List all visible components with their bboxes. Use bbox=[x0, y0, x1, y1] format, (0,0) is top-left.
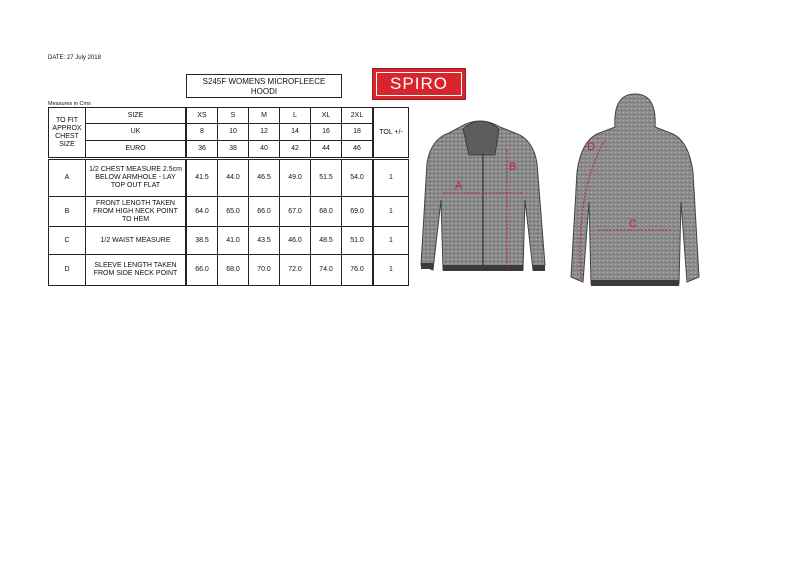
uk-cell: 18 bbox=[342, 124, 374, 141]
tolerance-cell: 1 bbox=[373, 255, 409, 286]
euro-header: EURO bbox=[86, 141, 187, 159]
measure-cell: 72.0 bbox=[280, 255, 311, 286]
measure-cell: 68.0 bbox=[311, 197, 342, 227]
measure-cell: 66.0 bbox=[186, 255, 218, 286]
product-title-line-2: HOODI bbox=[250, 87, 278, 96]
table-row bbox=[49, 227, 409, 255]
euro-cell: 44 bbox=[311, 141, 342, 159]
size-spec-table bbox=[48, 107, 409, 286]
product-title-line-1: S245F WOMENS MICROFLEECE bbox=[202, 77, 326, 86]
table-row bbox=[49, 159, 409, 197]
uk-cell: 8 bbox=[186, 124, 218, 141]
measures-note: Measures in Cms bbox=[48, 101, 91, 107]
tolerance-cell: 1 bbox=[373, 159, 409, 197]
date-label: DATE: 27 July 2018 bbox=[48, 55, 101, 61]
measure-cell: 43.5 bbox=[249, 227, 280, 255]
measure-cell: 69.0 bbox=[342, 197, 374, 227]
figure-label-a: A bbox=[455, 180, 463, 192]
measure-cell: 48.5 bbox=[311, 227, 342, 255]
uk-cell: 16 bbox=[311, 124, 342, 141]
size-cell: 2XL bbox=[342, 108, 374, 124]
measure-cell: 44.0 bbox=[218, 159, 249, 197]
measure-cell: 74.0 bbox=[311, 255, 342, 286]
table-row bbox=[49, 255, 409, 286]
size-cell: XL bbox=[311, 108, 342, 124]
fit-header: TO FIT APPROX CHEST SIZE bbox=[49, 108, 86, 159]
measure-cell: 46.5 bbox=[249, 159, 280, 197]
measure-cell: 46.0 bbox=[280, 227, 311, 255]
spiro-logo bbox=[372, 68, 466, 100]
measure-cell: 41.5 bbox=[186, 159, 218, 197]
euro-cell: 36 bbox=[186, 141, 218, 159]
tolerance-header: TOL +/- bbox=[373, 108, 409, 159]
tolerance-cell: 1 bbox=[373, 197, 409, 227]
figure-label-d: D bbox=[587, 141, 595, 153]
hoodie-back-figure bbox=[565, 92, 705, 292]
euro-cell: 40 bbox=[249, 141, 280, 159]
uk-cell: 12 bbox=[249, 124, 280, 141]
measure-cell: 38.5 bbox=[186, 227, 218, 255]
size-cell: M bbox=[249, 108, 280, 124]
row-code: A bbox=[49, 159, 86, 197]
row-code: B bbox=[49, 197, 86, 227]
uk-cell: 10 bbox=[218, 124, 249, 141]
measure-cell: 51.0 bbox=[342, 227, 374, 255]
row-description: 1/2 CHEST MEASURE 2.5cm BELOW ARMHOLE - LAY TOP OUT FLAT bbox=[86, 159, 187, 197]
spiro-logo-text: SPIRO bbox=[376, 72, 462, 96]
measure-cell: 68.0 bbox=[218, 255, 249, 286]
size-header: SIZE bbox=[86, 108, 187, 124]
measure-cell: 49.0 bbox=[280, 159, 311, 197]
measure-cell: 67.0 bbox=[280, 197, 311, 227]
measure-cell: 64.0 bbox=[186, 197, 218, 227]
tolerance-cell: 1 bbox=[373, 227, 409, 255]
measure-cell: 70.0 bbox=[249, 255, 280, 286]
uk-cell: 14 bbox=[280, 124, 311, 141]
size-cell: XS bbox=[186, 108, 218, 124]
row-description: SLEEVE LENGTH TAKEN FROM SIDE NECK POINT bbox=[86, 255, 187, 286]
size-cell: S bbox=[218, 108, 249, 124]
row-code: D bbox=[49, 255, 86, 286]
measure-cell: 76.0 bbox=[342, 255, 374, 286]
euro-cell: 42 bbox=[280, 141, 311, 159]
figure-label-c: C bbox=[629, 218, 637, 230]
euro-cell: 38 bbox=[218, 141, 249, 159]
euro-cell: 46 bbox=[342, 141, 374, 159]
row-description: FRONT LENGTH TAKEN FROM HIGH NECK POINT TO HEM bbox=[86, 197, 187, 227]
figure-label-b: B bbox=[509, 161, 517, 173]
measure-cell: 51.5 bbox=[311, 159, 342, 197]
row-code: C bbox=[49, 227, 86, 255]
size-cell: L bbox=[280, 108, 311, 124]
product-title bbox=[186, 74, 342, 98]
measure-cell: 54.0 bbox=[342, 159, 374, 197]
table-row bbox=[49, 197, 409, 227]
measure-cell: 65.0 bbox=[218, 197, 249, 227]
measure-cell: 66.0 bbox=[249, 197, 280, 227]
row-description: 1/2 WAIST MEASURE bbox=[86, 227, 187, 255]
hoodie-front-figure bbox=[415, 115, 550, 285]
measure-cell: 41.0 bbox=[218, 227, 249, 255]
uk-header: UK bbox=[86, 124, 187, 141]
